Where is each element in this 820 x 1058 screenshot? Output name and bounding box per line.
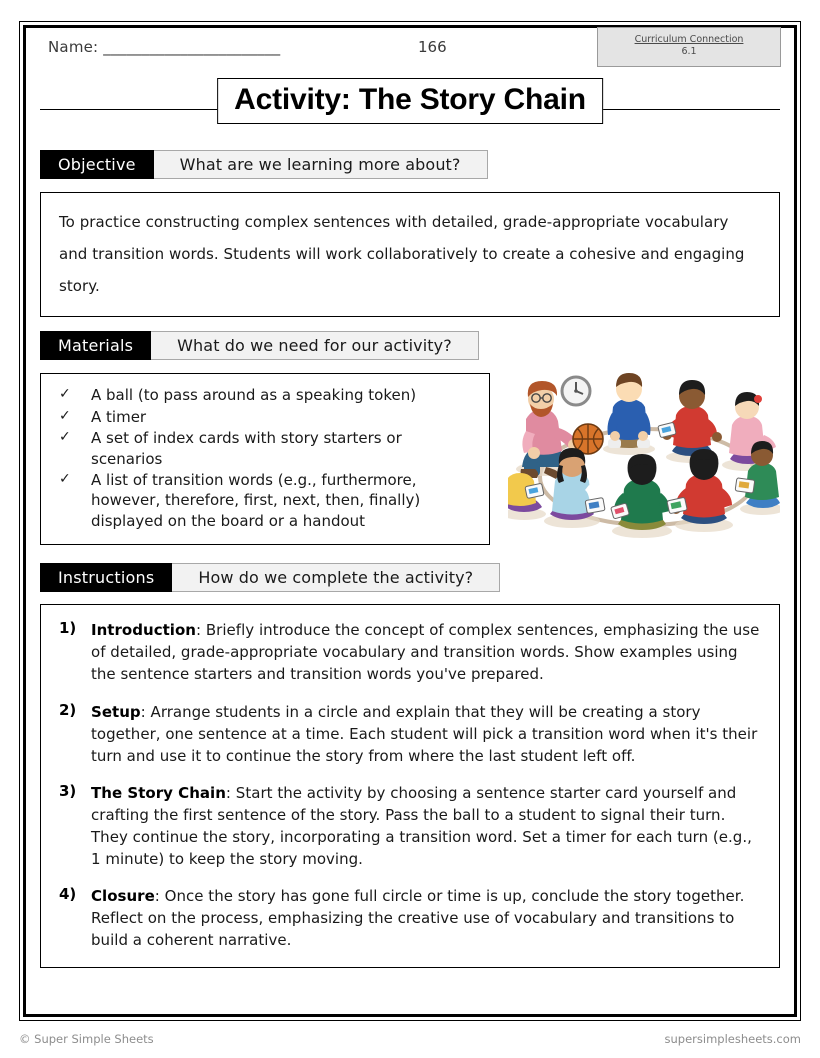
- materials-row: [40, 373, 780, 549]
- step-number: 4): [59, 884, 77, 903]
- step-number: 1): [59, 619, 77, 638]
- students-sitting-in-circle-with-teacher-illustration: [508, 369, 780, 549]
- list-item: [55, 407, 475, 427]
- step-title: The Story Chain: [91, 783, 226, 802]
- student-figure-red-right: [658, 380, 722, 463]
- website-url: supersimplesheets.com: [664, 1032, 801, 1046]
- step-body: [91, 885, 763, 951]
- list-item: [55, 385, 475, 405]
- material-text: A list of transition words (e.g., furthermore, however, therefore, first, next, then, finally) displayed on the board or a handout: [91, 470, 421, 530]
- student-name-field[interactable]: Name: _______________________: [48, 38, 281, 56]
- materials-label: Materials: [40, 331, 151, 360]
- objective-section-header: [40, 150, 780, 179]
- curriculum-connection-title: Curriculum Connection: [634, 34, 744, 45]
- list-item: [55, 701, 763, 767]
- checkmark-icon: ✓: [59, 429, 71, 446]
- step-body: [91, 701, 763, 767]
- step-text: : Start the activity by choosing a sentence starter card yourself and crafting the first sentence of the story. Pass the ball to a student to signal their turn. They continue the story, incorporating a transition word. Set a timer for each turn (e.g., 1 minute) to keep the story moving.: [91, 783, 752, 868]
- materials-section-header: [40, 331, 780, 360]
- worksheet-title-area: [40, 78, 780, 136]
- step-text: : Arrange students in a circle and explain that they will be creating a story together, one sentence at a time. Each student will pick a transition word when it's their turn and use it to continue the story from where the last student left off.: [91, 702, 758, 765]
- page-number: 166: [418, 38, 447, 56]
- step-number: 3): [59, 781, 77, 800]
- instructions-question: How do we complete the activity?: [172, 563, 500, 592]
- page-footer: [19, 1032, 801, 1046]
- worksheet-page-outer-border: [19, 21, 801, 1021]
- step-body: [91, 782, 763, 870]
- step-text: : Once the story has gone full circle or time is up, conclude the story together. Reflect on the process, emphasizing the creative use of vocabulary and transitions to build a coherent narrative.: [91, 886, 745, 949]
- step-title: Closure: [91, 886, 155, 905]
- objective-text: To practice constructing complex sentences with detailed, grade-appropriate vocabulary and transition words. Students will work collaboratively to create a cohesive and engaging story.: [59, 213, 745, 295]
- step-text: : Briefly introduce the concept of complex sentences, emphasizing the use of detailed, grade-appropriate vocabulary and transition words. Show examples using the sentence starters and transition words you've prepared.: [91, 621, 760, 684]
- step-number: 2): [59, 700, 77, 719]
- instructions-label: Instructions: [40, 563, 172, 592]
- checkmark-icon: ✓: [59, 470, 71, 487]
- curriculum-connection-badge: [597, 27, 781, 67]
- materials-content-box: [40, 373, 490, 545]
- checkmark-icon: ✓: [59, 407, 71, 424]
- objective-question: What are we learning more about?: [154, 150, 488, 179]
- copyright-text: © Super Simple Sheets: [19, 1032, 154, 1046]
- objective-label: Objective: [40, 150, 154, 179]
- step-title: Introduction: [91, 621, 196, 640]
- step-body: [91, 619, 763, 685]
- checkmark-icon: ✓: [59, 386, 71, 403]
- worksheet-page: [23, 25, 797, 1017]
- instructions-content-box: [40, 604, 780, 968]
- clock-icon: [562, 377, 590, 405]
- list-item: [55, 619, 763, 685]
- page-title: Activity: The Story Chain: [234, 83, 586, 116]
- material-text: A ball (to pass around as a speaking token): [91, 386, 417, 405]
- worksheet-header: [40, 28, 780, 74]
- list-item: [55, 782, 763, 870]
- step-title: Setup: [91, 702, 141, 721]
- curriculum-connection-value: 6.1: [681, 46, 697, 58]
- objective-content-box: [40, 192, 780, 317]
- list-item: [55, 428, 475, 469]
- list-item: [55, 885, 763, 951]
- instructions-section-header: [40, 563, 780, 592]
- page-title-box: [217, 78, 603, 124]
- material-text: A timer: [91, 407, 147, 426]
- student-figure-blue: [603, 373, 655, 455]
- materials-question: What do we need for our activity?: [151, 331, 479, 360]
- material-text: A set of index cards with story starters or scenarios: [91, 429, 402, 468]
- list-item: [55, 470, 475, 531]
